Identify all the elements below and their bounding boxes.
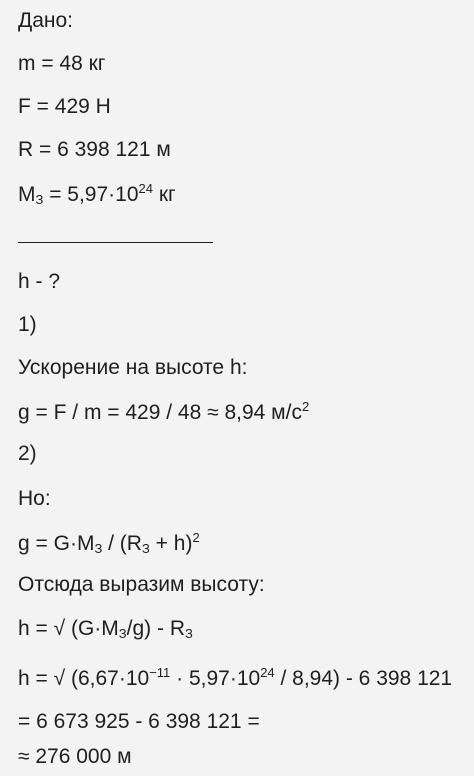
acceleration-title: Ускорение на высоте h:	[18, 356, 248, 379]
express-height-line: Отсюда выразим высоту:	[18, 573, 265, 596]
h-equation-1-b: /g) - R	[126, 617, 185, 640]
g-equation-2-sub2: З	[141, 541, 150, 556]
g-equation-1-exponent: 2	[301, 399, 310, 414]
given-radius: R = 6 398 121 м	[18, 138, 171, 161]
h-equation-1-sub1: З	[118, 626, 127, 641]
h-equation-1	[18, 618, 193, 640]
given-mass: m = 48 кг	[18, 52, 106, 75]
h-equation-1-sub2: З	[185, 626, 193, 641]
g-equation-2-c: + h)	[149, 532, 193, 555]
given-force: F = 429 Н	[18, 95, 111, 118]
earth-mass-value: = 5,97·10	[43, 183, 139, 206]
find-line: h - ?	[18, 270, 61, 293]
h-equation-2-b: · 5,97·10	[170, 667, 261, 690]
divider-line	[18, 242, 213, 243]
earth-mass-subscript: З	[35, 192, 44, 207]
g-equation-2-b: / (R	[102, 532, 142, 555]
given-earth-mass	[18, 182, 176, 206]
h-equation-2-exp2: 24	[260, 665, 275, 680]
step-2-label: 2)	[18, 442, 37, 465]
earth-mass-exponent: 24	[138, 181, 153, 196]
h-equation-2-a: h = √ (6,67·10	[18, 667, 150, 690]
h-equation-1-a: h = √ (G·M	[18, 617, 119, 640]
h-equation-2-exp1: −11	[149, 665, 171, 680]
h-equation-2-c: / 8,94) - 6 398 121 = 6 673 925 - 6 398 121 =	[18, 667, 453, 733]
earth-mass-symbol: M	[18, 183, 36, 206]
g-equation-2-exponent: 2	[192, 530, 200, 545]
g-equation-2-sub1: З	[94, 541, 103, 556]
step-1-label: 1)	[18, 313, 37, 336]
given-header: Дано:	[18, 9, 74, 32]
g-equation-2	[18, 531, 200, 555]
but-line: Но:	[18, 487, 51, 510]
h-equation-2	[18, 651, 463, 743]
g-equation-1-text: g = F / m = 429 / 48 ≈ 8,94 м/с	[18, 401, 302, 424]
g-equation-1	[18, 400, 309, 423]
earth-mass-unit: кг	[152, 183, 176, 206]
g-equation-2-a: g = G·M	[18, 532, 95, 555]
answer-line: ≈ 276 000 м	[18, 745, 132, 768]
